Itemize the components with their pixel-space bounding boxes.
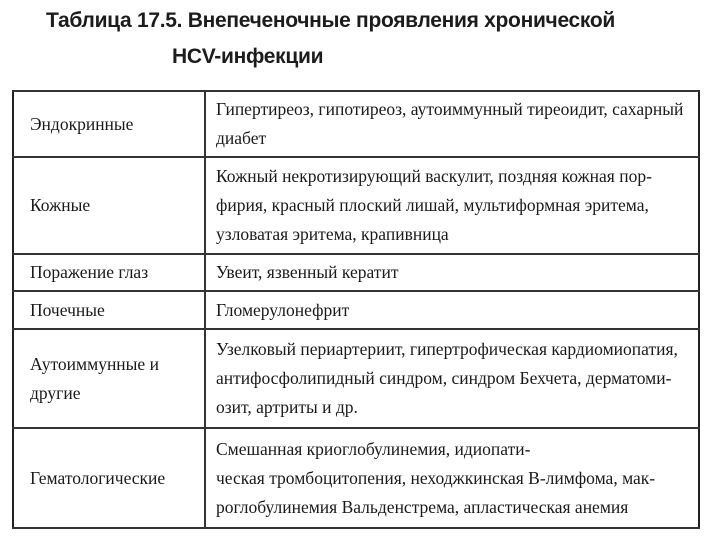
table-row <box>13 157 699 254</box>
description-line: Гипертиреоз, гипотиреоз, аутоиммунный тиреоидит, сахарный <box>216 99 684 119</box>
description-cell <box>205 91 699 157</box>
description-line: ческая тромбоцитопения, неходжкинская В-лимфома, мак- <box>216 467 656 488</box>
description-line: диабет <box>216 128 267 148</box>
category-label: Эндокринные <box>30 113 134 134</box>
category-label: Аутоиммунные и <box>30 353 159 374</box>
description-line: Узелковый периартериит, гипертрофическая кардиомиопатия, <box>216 339 678 359</box>
description-line: фирия, красный плоский лишай, мультиформная эритема, <box>216 195 649 215</box>
description-cell <box>205 329 699 428</box>
category-label: Кожные <box>30 195 91 215</box>
caption-line-1: Таблица 17.5. Внепеченочные проявления хронической <box>46 9 616 32</box>
description-cell <box>205 254 699 291</box>
table-caption <box>0 6 720 72</box>
description-line: Смешанная криоглобулинемия, идиопати- <box>216 438 531 459</box>
category-label: Гематологические <box>30 467 166 488</box>
category-cell <box>13 329 205 428</box>
manifestations-table <box>12 90 700 529</box>
description-cell <box>205 428 699 528</box>
description-cell <box>205 291 699 329</box>
category-cell <box>13 291 205 329</box>
table-row <box>13 254 699 291</box>
table-row <box>13 428 699 528</box>
description-line: Кожный некротизирующий васкулит, поздняя кожная пор- <box>216 166 652 186</box>
description-cell <box>205 157 699 254</box>
category-label: Поражение глаз <box>30 262 149 282</box>
table-row <box>13 91 699 157</box>
table-row <box>13 329 699 428</box>
table-row <box>13 291 699 329</box>
category-label: Почечные <box>30 299 105 320</box>
category-cell <box>13 91 205 157</box>
description-line: роглобулинемия Вальденстрема, апластическая анемия <box>216 496 629 517</box>
description-line: Увеит, язвенный кератит <box>216 262 399 282</box>
category-cell <box>13 428 205 528</box>
description-line: Гломерулонефрит <box>216 299 350 320</box>
category-cell <box>13 254 205 291</box>
caption-line-2: HCV-инфекции <box>172 45 324 68</box>
category-label: другие <box>30 382 81 403</box>
category-cell <box>13 157 205 254</box>
description-line: антифосфолипидный синдром, синдром Бехчета, дерматоми- <box>216 368 672 388</box>
description-line: озит, артриты и др. <box>216 397 358 417</box>
description-line: узловатая эритема, крапивница <box>216 224 449 244</box>
